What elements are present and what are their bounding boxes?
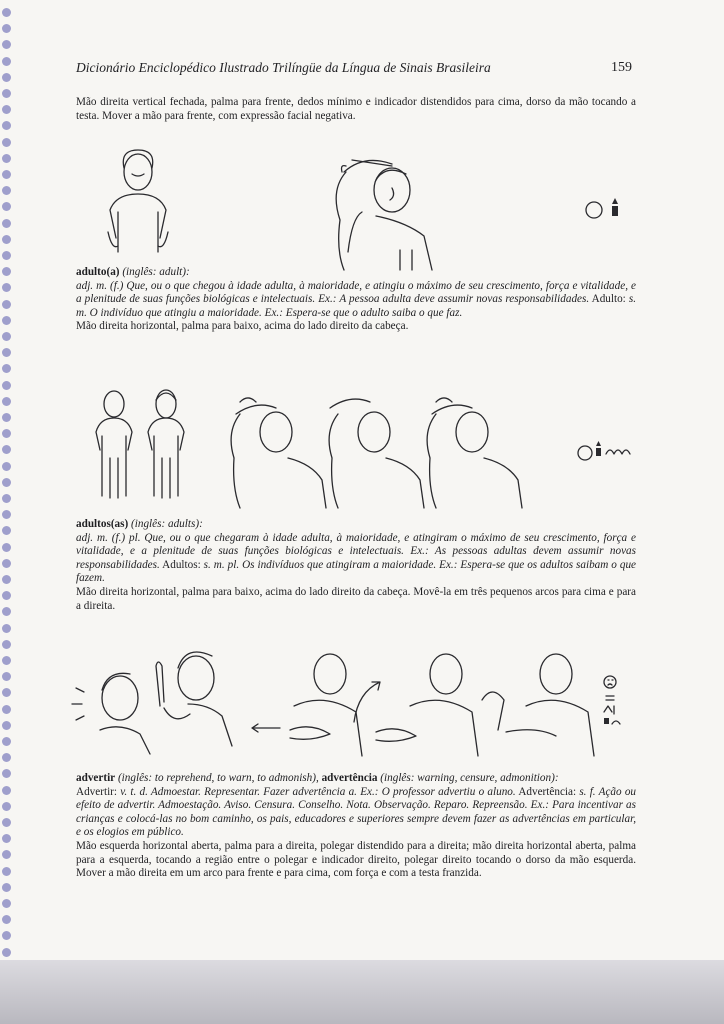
- entry-noun-label: Adultos:: [162, 558, 201, 571]
- spiral-binding: [0, 0, 14, 960]
- intro-paragraph: Mão direita vertical fechada, palma para frente, dedos mínimo e indicador distendidos para cima, dorso da mão tocando a testa. Mover a mão para frente, com expressão facial negativa.: [76, 96, 636, 122]
- page-header: [76, 60, 632, 80]
- binding-hole: [2, 575, 11, 584]
- binding-hole: [2, 656, 11, 665]
- entry-definition: adj. m. (f.) pl. Que, ou o que chegaram à idade adulta, à maioridade, e atingiram o máximo de seu crescimento, força e vitalidade, e a plenitude de suas funções biológicas e intelectuais. Ex.: As pessoas adultas devem assumir novas responsabilidades.: [76, 531, 636, 571]
- entry-description: Mão esquerda horizontal aberta, palma para a direita, polegar distendido para a direita; mão direita horizontal aberta, palma para a esquerda, tocando a região entre o polegar e indicador direito, polegar direito tocando o dorso da mão esquerda. Mover a mão direita em um arco para frente e para cima, com força e com a testa franzida.: [76, 839, 636, 880]
- entry-translation-2: (inglês: warning, censure, admonition):: [380, 772, 559, 784]
- binding-hole: [2, 316, 11, 325]
- binding-hole: [2, 138, 11, 147]
- binding-hole: [2, 300, 11, 309]
- entry-term: adultos(as): [76, 518, 129, 530]
- binding-hole: [2, 381, 11, 390]
- binding-hole: [2, 186, 11, 195]
- binding-hole: [2, 769, 11, 778]
- binding-hole: [2, 640, 11, 649]
- page-number: 159: [611, 60, 632, 75]
- binding-hole: [2, 543, 11, 552]
- binding-hole: [2, 332, 11, 341]
- binding-hole: [2, 786, 11, 795]
- binding-hole: [2, 867, 11, 876]
- binding-hole: [2, 235, 11, 244]
- sign-notation-icon-2: [576, 438, 636, 464]
- couple-figure-icon: [88, 388, 198, 508]
- entry-description: Mão direita horizontal, palma para baixo, acima do lado direito da cabeça. Movê-la em três pequenos arcos para cima e para a direita.: [76, 585, 636, 612]
- page-shadow: [0, 960, 724, 1024]
- binding-hole: [2, 850, 11, 859]
- binding-hole: [2, 40, 11, 49]
- entry-advertir: [76, 772, 636, 881]
- sign-notation-icon: [584, 196, 620, 224]
- book-title: Dicionário Enciclopédico Ilustrado Trilíngüe da Língua de Sinais Brasileira: [76, 60, 491, 75]
- binding-hole: [2, 73, 11, 82]
- binding-hole: [2, 57, 11, 66]
- entry-verb-definition: v. t. d. Admoestar. Representar. Fazer advertência a. Ex.: O professor advertiu o aluno.: [120, 785, 516, 798]
- binding-hole: [2, 915, 11, 924]
- binding-hole: [2, 8, 11, 17]
- binding-hole: [2, 818, 11, 827]
- binding-hole: [2, 883, 11, 892]
- binding-hole: [2, 445, 11, 454]
- binding-hole: [2, 413, 11, 422]
- woman-figure-icon: [100, 150, 180, 268]
- adult-sign-illustration: [330, 150, 440, 270]
- binding-hole: [2, 121, 11, 130]
- binding-hole: [2, 559, 11, 568]
- binding-hole: [2, 607, 11, 616]
- entry-noun-definition: s. m. pl. Os indivíduos que atingiram a maioridade. Ex.: Espera-se que os adultos saibam o que fazem.: [76, 558, 636, 585]
- sign-notation-icon-3: [600, 670, 624, 730]
- entry-translation: (inglês: to reprehend, to warn, to admonish),: [117, 772, 319, 784]
- binding-hole: [2, 526, 11, 535]
- binding-hole: [2, 721, 11, 730]
- binding-hole: [2, 429, 11, 438]
- binding-hole: [2, 510, 11, 519]
- entry-description: Mão direita horizontal, palma para baixo, acima do lado direito da cabeça.: [76, 320, 409, 333]
- binding-hole: [2, 688, 11, 697]
- entry-noun-definition: s. f. Ação ou efeito de advertir. Admoestação. Aviso. Censura. Conselho. Nota. Observação. Reparo. Repreensão. Ex.: Para incentivar as crianças e colocá-las no bom caminho, os pais, educadores e superiores sempre devem fazer as advertências em particular, e os elogios em público.: [76, 785, 637, 839]
- entry-verb-label: Advertir:: [76, 785, 118, 798]
- binding-hole: [2, 154, 11, 163]
- binding-hole: [2, 364, 11, 373]
- entry-translation: (inglês: adult):: [122, 266, 190, 278]
- adults-sign-sequence: [226, 388, 526, 512]
- binding-hole: [2, 753, 11, 762]
- binding-hole: [2, 672, 11, 681]
- binding-hole: [2, 348, 11, 357]
- binding-hole: [2, 283, 11, 292]
- binding-hole: [2, 89, 11, 98]
- entry-term: advertir: [76, 772, 116, 784]
- binding-hole: [2, 24, 11, 33]
- binding-hole: [2, 170, 11, 179]
- binding-hole: [2, 219, 11, 228]
- binding-hole: [2, 705, 11, 714]
- binding-hole: [2, 737, 11, 746]
- binding-hole: [2, 948, 11, 957]
- entry-translation: (inglês: adults):: [131, 518, 203, 530]
- entry-noun-label: Advertência:: [518, 785, 577, 798]
- entry-noun-label: Adulto:: [591, 293, 626, 306]
- advertir-sign-sequence: [246, 646, 606, 762]
- binding-hole: [2, 267, 11, 276]
- entry-term: adulto(a): [76, 266, 120, 278]
- binding-hole: [2, 202, 11, 211]
- binding-hole: [2, 931, 11, 940]
- binding-hole: [2, 834, 11, 843]
- binding-hole: [2, 478, 11, 487]
- binding-hole: [2, 251, 11, 260]
- binding-hole: [2, 624, 11, 633]
- warning-scene-illustration: [80, 646, 250, 756]
- binding-hole: [2, 105, 11, 114]
- entry-term-2: advertência: [321, 772, 378, 784]
- binding-hole: [2, 462, 11, 471]
- binding-hole: [2, 899, 11, 908]
- entry-adultos: [76, 518, 636, 613]
- entry-noun-definition: s. m. O indivíduo que atingiu a maioridade. Ex.: Espera-se que o adulto saiba o que faz.: [76, 293, 637, 319]
- binding-hole: [2, 802, 11, 811]
- binding-hole: [2, 397, 11, 406]
- binding-hole: [2, 591, 11, 600]
- entry-adulto: [76, 266, 636, 334]
- binding-hole: [2, 494, 11, 503]
- entry-definition: adj. m. (f.) Que, ou o que chegou à idade adulta, à maioridade, e atingiu o máximo de seu crescimento, força e vitalidade, e a plenitude de suas funções biológicas e intelectuais. Ex.: A pessoa adulta deve assumir novas responsabilidades.: [76, 279, 636, 306]
